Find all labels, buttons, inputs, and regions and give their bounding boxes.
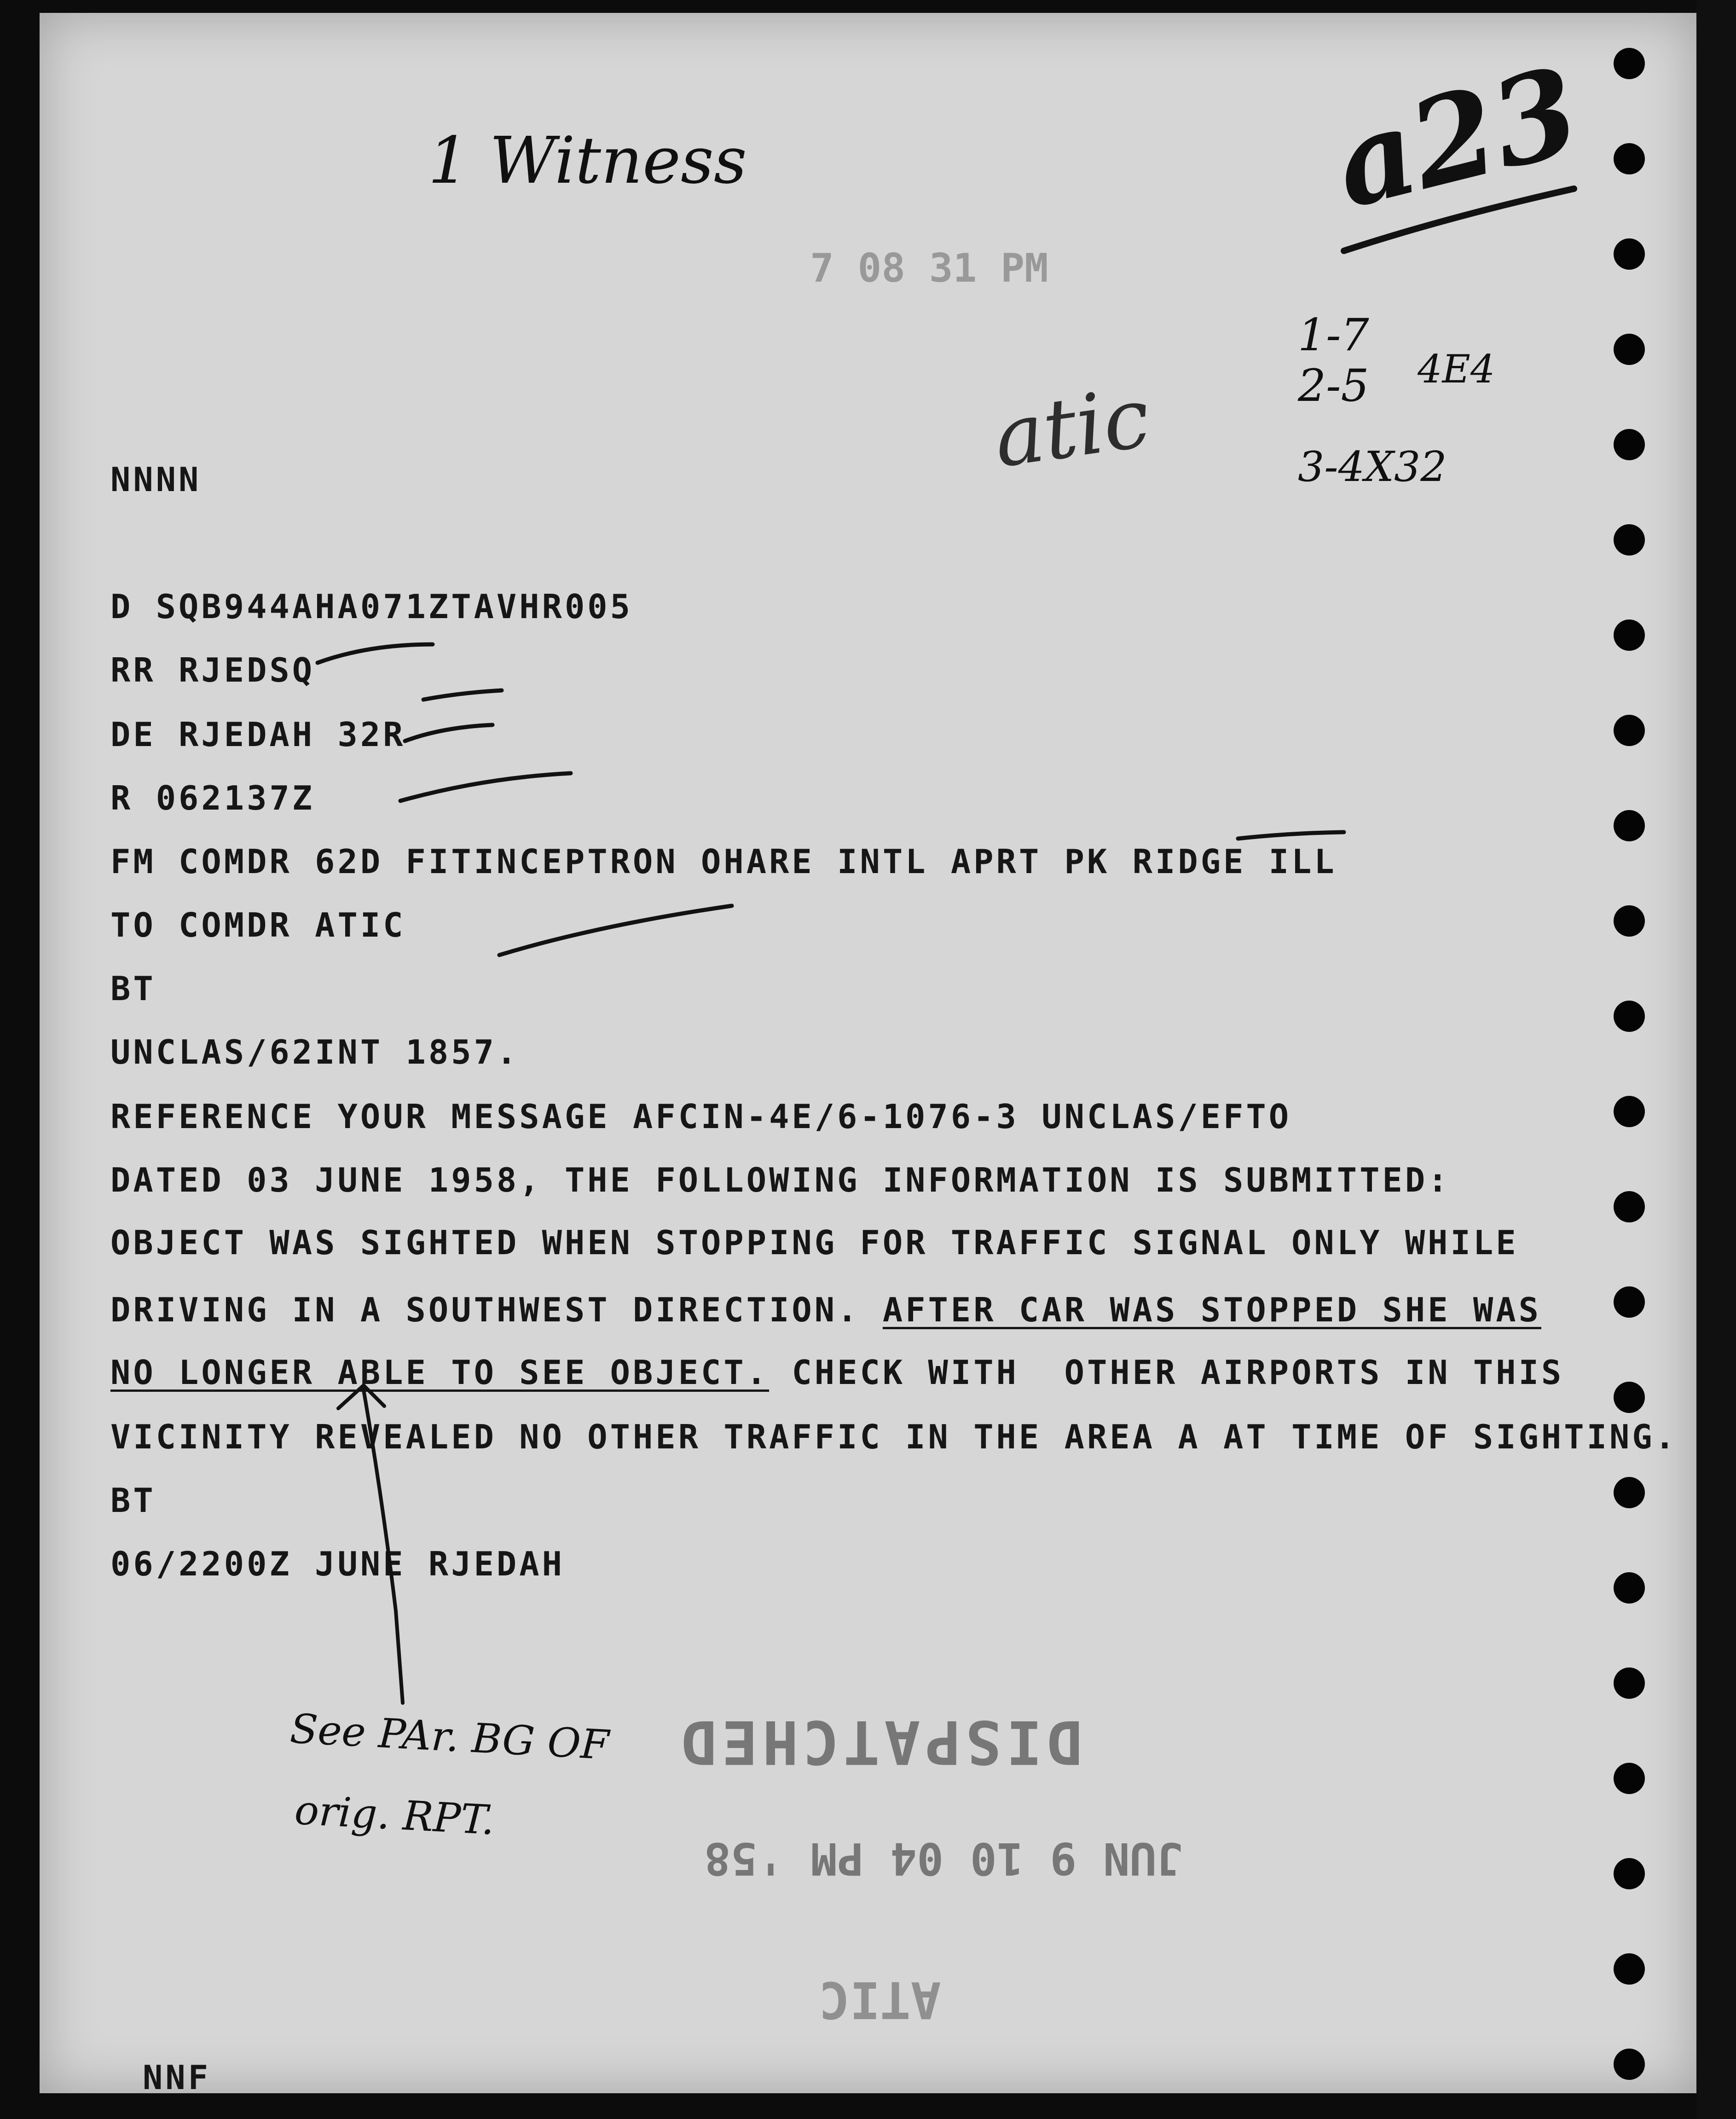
tick-stroke-de-2 <box>405 725 492 741</box>
handwritten-tally-4: 3-4X32 <box>1298 443 1447 491</box>
line-nnnn: NNNN <box>110 460 202 499</box>
line-bt-2: BT <box>110 1481 156 1520</box>
line-from: FM COMDR 62D FITINCEPTRON OHARE INTL APRT PK RIDGE ILL <box>110 842 1337 881</box>
underlined-after-car: AFTER CAR WAS STOPPED SHE WAS <box>882 1291 1541 1329</box>
line-nnf: NNF <box>143 2058 211 2097</box>
handwritten-page-number: a23 <box>1321 40 1592 236</box>
line-routing: D SQB944AHA071ZTAVHR005 <box>110 587 633 626</box>
underlined-no-longer: NO LONGER ABLE TO SEE OBJECT. <box>110 1353 770 1392</box>
line-bt-1: BT <box>110 969 156 1008</box>
stamp-atic: ATIC <box>819 1970 941 2029</box>
handwritten-note-2: orig. RPT. <box>293 1786 496 1844</box>
tick-stroke-from <box>1238 832 1344 839</box>
line-vicinity: VICINITY REVEALED NO OTHER TRAFFIC IN THE AREA A AT TIME OF SIGHTING. <box>110 1418 1678 1456</box>
driving-text: DRIVING IN A SOUTHWEST DIRECTION. <box>110 1291 860 1329</box>
handwritten-tally-2: 2-5 <box>1298 360 1369 411</box>
tick-stroke-dtg <box>400 773 571 801</box>
handwritten-atic: atic <box>988 369 1156 486</box>
line-dtg: R 062137Z <box>110 779 315 817</box>
stamp-dispatched-date: JUN 9 10 04 PM '58 <box>704 1833 1183 1884</box>
handwritten-witness: 1 Witness <box>428 123 747 198</box>
line-dtg-footer: 06/2200Z JUNE RJEDAH <box>110 1545 565 1583</box>
handwritten-tally-1: 1-7 <box>1298 309 1369 361</box>
stamp-received-date: 7 08 31 PM <box>810 245 1048 291</box>
line-rr: RR RJEDSQ <box>110 651 315 689</box>
line-de: DE RJEDAH 32R <box>110 715 406 754</box>
line-reference: REFERENCE YOUR MESSAGE AFCIN-4E/6-1076-3 UNCLAS/EFTO <box>110 1097 1292 1136</box>
line-to: TO COMDR ATIC <box>110 906 406 944</box>
line-object: OBJECT WAS SIGHTED WHEN STOPPING FOR TRAFFIC SIGNAL ONLY WHILE <box>110 1223 1519 1262</box>
line-classification: UNCLAS/62INT 1857. <box>110 1033 520 1071</box>
handwritten-tally-3: 4E4 <box>1418 347 1495 392</box>
arrow-shaft <box>364 1390 403 1703</box>
tick-stroke-to <box>499 906 732 955</box>
check-text: CHECK WITH OTHER AIRPORTS IN THIS <box>792 1353 1564 1392</box>
line-dated: DATED 03 JUNE 1958, THE FOLLOWING INFORMATION IS SUBMITTED: <box>110 1161 1451 1199</box>
arrow-head <box>338 1385 384 1408</box>
underline-page-number <box>1344 189 1574 251</box>
tick-stroke-de-1 <box>423 690 502 700</box>
handwritten-note-1: See PAr. BG OF <box>289 1704 610 1769</box>
tick-stroke-rr <box>318 644 433 663</box>
stamp-dispatched: DISPATCHED <box>677 1707 1083 1777</box>
